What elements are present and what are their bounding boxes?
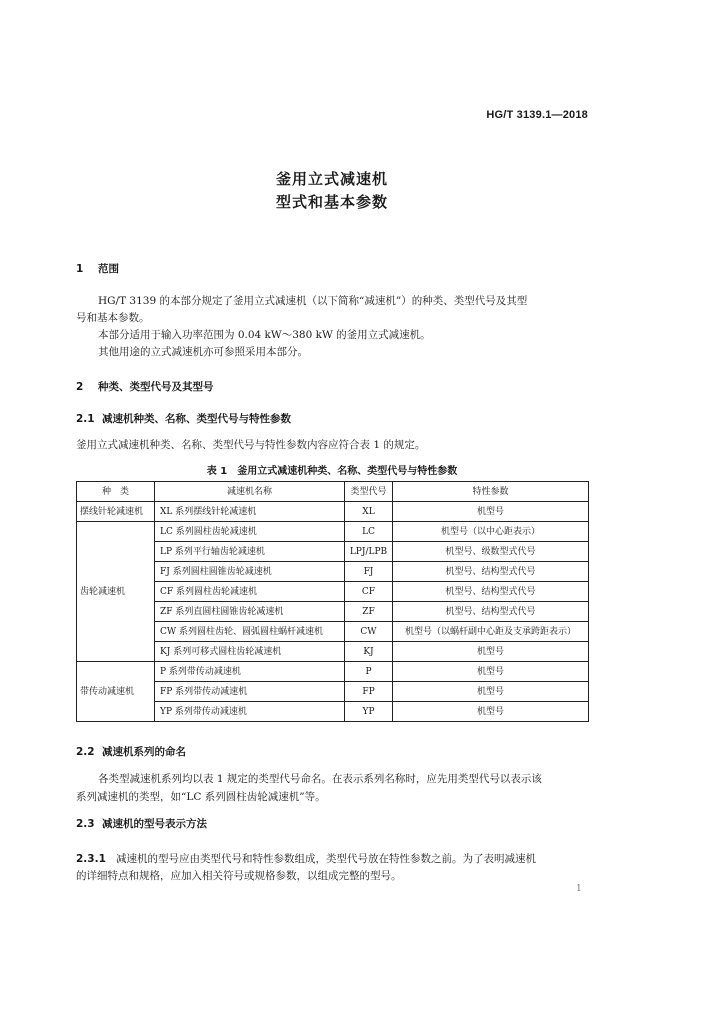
param-cell: 机型号（以中心距表示） bbox=[393, 522, 589, 542]
name-cell: LP 系列平行轴齿轮减速机 bbox=[155, 542, 345, 562]
table-row bbox=[77, 662, 589, 682]
code-cell: P bbox=[345, 662, 393, 682]
section-2-3-1-paragraph-line-2: 的详细特点和规格，应加入相关符号或规格参数，以组成完整的型号。 bbox=[76, 870, 402, 882]
section-2-3-1-paragraph-line-1 bbox=[76, 851, 536, 866]
code-cell: LC bbox=[345, 522, 393, 542]
name-cell: FJ 系列圆柱圆锥齿轮减速机 bbox=[155, 562, 345, 582]
document-title-line-2: 型式和基本参数 bbox=[275, 193, 388, 211]
code-cell: XL bbox=[345, 502, 393, 522]
section-2-heading bbox=[76, 379, 214, 394]
param-cell: 机型号 bbox=[393, 682, 589, 702]
section-title: 种类、类型代号及其型号 bbox=[98, 381, 214, 393]
section-2-2-paragraph-line-2: 系列减速机的类型，如“LC 系列圆柱齿轮减速机”等。 bbox=[76, 791, 326, 803]
section-number: 2.3 bbox=[76, 818, 95, 830]
section-1-paragraph-1-line-2: 号和基本参数。 bbox=[76, 312, 150, 324]
param-cell: 机型号、结构型式代号 bbox=[393, 602, 589, 622]
param-cell: 机型号 bbox=[393, 642, 589, 662]
section-number: 2.2 bbox=[76, 746, 95, 758]
column-header-category: 种 类 bbox=[77, 482, 155, 502]
section-2-1-heading bbox=[76, 411, 291, 426]
paragraph-text: 减速机的型号应由类型代号和特性参数组成，类型代号放在特性参数之前。为了表明减速机 bbox=[116, 853, 536, 865]
section-2-1-paragraph: 釜用立式减速机种类、名称、类型代号与特性参数内容应符合表 1 的规定。 bbox=[76, 439, 426, 451]
section-2-2-heading bbox=[76, 744, 186, 759]
name-cell: XL 系列摆线针轮减速机 bbox=[155, 502, 345, 522]
category-cell: 齿轮减速机 bbox=[77, 522, 155, 662]
column-header-code: 类型代号 bbox=[345, 482, 393, 502]
section-number: 2.3.1 bbox=[76, 853, 106, 865]
param-cell: 机型号、结构型式代号 bbox=[393, 582, 589, 602]
param-cell: 机型号、结构型式代号 bbox=[393, 562, 589, 582]
section-1-heading bbox=[76, 261, 119, 276]
param-cell: 机型号、级数型式代号 bbox=[393, 542, 589, 562]
section-1-paragraph-2: 本部分适用于输入功率范围为 0.04 kW～380 kW 的釜用立式减速机。 bbox=[98, 329, 431, 341]
table-row bbox=[77, 522, 589, 542]
code-cell: KJ bbox=[345, 642, 393, 662]
name-cell: ZF 系列直圆柱圆锥齿轮减速机 bbox=[155, 602, 345, 622]
standard-code: HG/T 3139.1—2018 bbox=[486, 109, 588, 121]
code-cell: FP bbox=[345, 682, 393, 702]
section-number: 2 bbox=[76, 381, 84, 393]
name-cell: CF 系列圆柱齿轮减速机 bbox=[155, 582, 345, 602]
code-cell: CW bbox=[345, 622, 393, 642]
table-header-row bbox=[77, 482, 589, 502]
name-cell: FP 系列带传动减速机 bbox=[155, 682, 345, 702]
param-cell: 机型号 bbox=[393, 702, 589, 722]
section-2-3-heading bbox=[76, 816, 207, 831]
name-cell: P 系列带传动减速机 bbox=[155, 662, 345, 682]
page-number: 1 bbox=[576, 884, 582, 894]
param-cell: 机型号（以蜗杆副中心距及支承跨距表示） bbox=[393, 622, 589, 642]
section-title: 减速机的型号表示方法 bbox=[102, 818, 207, 830]
section-number: 2.1 bbox=[76, 413, 95, 425]
code-cell: FJ bbox=[345, 562, 393, 582]
param-cell: 机型号 bbox=[393, 662, 589, 682]
table-caption: 表 1 釜用立式减速机种类、名称、类型代号与特性参数 bbox=[206, 466, 458, 477]
code-cell: YP bbox=[345, 702, 393, 722]
section-title: 减速机种类、名称、类型代号与特性参数 bbox=[102, 413, 291, 425]
table-row bbox=[77, 502, 589, 522]
code-cell: LPJ/LPB bbox=[345, 542, 393, 562]
table-1 bbox=[76, 481, 589, 722]
param-cell: 机型号 bbox=[393, 502, 589, 522]
section-2-2-paragraph-line-1: 各类型减速机系列均以表 1 规定的类型代号命名。在表示系列名称时，应先用类型代号以表示该 bbox=[98, 773, 542, 785]
section-1-paragraph-3: 其他用途的立式减速机亦可参照采用本部分。 bbox=[98, 346, 308, 358]
name-cell: KJ 系列可移式圆柱齿轮减速机 bbox=[155, 642, 345, 662]
name-cell: LC 系列圆柱齿轮减速机 bbox=[155, 522, 345, 542]
code-cell: CF bbox=[345, 582, 393, 602]
code-cell: ZF bbox=[345, 602, 393, 622]
section-title: 范围 bbox=[98, 263, 119, 275]
name-cell: CW 系列圆柱齿轮、圆弧圆柱蜗杆减速机 bbox=[155, 622, 345, 642]
column-header-param: 特性参数 bbox=[393, 482, 589, 502]
name-cell: YP 系列带传动减速机 bbox=[155, 702, 345, 722]
document-title-line-1: 釜用立式减速机 bbox=[275, 170, 388, 188]
section-title: 减速机系列的命名 bbox=[102, 746, 186, 758]
category-cell: 带传动减速机 bbox=[77, 662, 155, 722]
category-cell: 摆线针轮减速机 bbox=[77, 502, 155, 522]
section-number: 1 bbox=[76, 263, 84, 275]
section-1-paragraph-1-line-1: HG/T 3139 的本部分规定了釜用立式减速机（以下简称“减速机”）的种类、类型代号及其型 bbox=[98, 295, 528, 307]
column-header-name: 减速机名称 bbox=[155, 482, 345, 502]
